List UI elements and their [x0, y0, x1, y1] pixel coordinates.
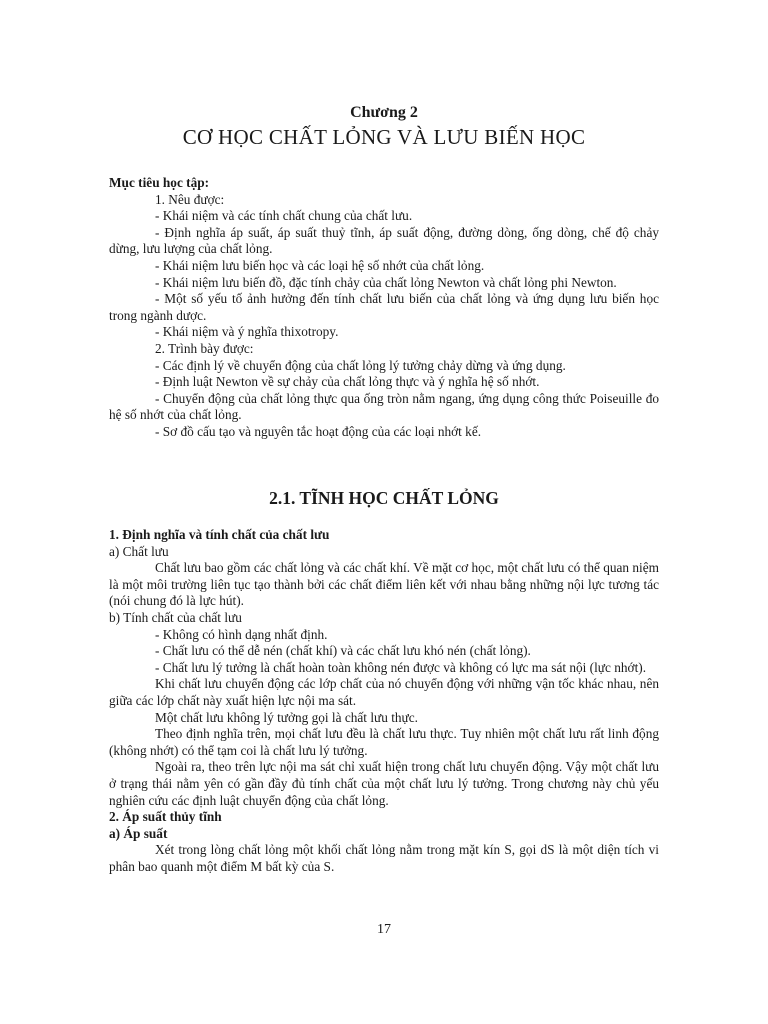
objective-item: 2. Trình bày được: [155, 340, 254, 356]
objective-item: - Các định lý về chuyển động của chất lỏng lý tưởng chảy dừng và ứng dụng. [155, 357, 566, 373]
learning-objectives [109, 175, 659, 441]
objective-item: - Khái niệm và các tính chất chung của chất lưu. [155, 208, 413, 224]
objective-item: - Khái niệm và ý nghĩa thixotropy. [155, 324, 339, 340]
page-number: 17 [377, 922, 391, 937]
list-item: - Không có hình dạng nhất định. [155, 626, 328, 642]
objective-item: 1. Nêu được: [155, 191, 225, 207]
paragraph: Khi chất lưu chuyển động các lớp chất của nó chuyển động với những vận tốc khác nhau, nên giữa các lớp chất này xuất hiện lực nội ma sát. [109, 676, 659, 708]
objectives-heading: Mục tiêu học tập: [109, 175, 210, 190]
list-item: - Chất lưu lý tưởng là chất hoàn toàn không nén được và không có lực ma sát nội (lực nhớt). [155, 659, 647, 675]
objective-item: - Khái niệm lưu biến học và các loại hệ số nhớt của chất lỏng. [155, 257, 485, 273]
paragraph: Một chất lưu không lý tưởng gọi là chất lưu thực. [155, 709, 418, 725]
objective-item: - Một số yếu tố ảnh hưởng đến tính chất lưu biến của chất lỏng và ứng dụng lưu biến học trong ngành dược. [109, 291, 659, 323]
objective-item: - Khái niệm lưu biến đồ, đặc tính chảy của chất lỏng Newton và chất lỏng phi Newton. [155, 274, 617, 290]
subheading-definition: 1. Định nghĩa và tính chất của chất lưu [109, 527, 330, 542]
objective-item: - Chuyển động của chất lỏng thực qua ống tròn nằm ngang, ứng dụng công thức Poiseuille đo hệ số nhớt của chất lỏng. [109, 390, 659, 423]
chapter-title: CƠ HỌC CHẤT LỎNG VÀ LƯU BIẾN HỌC [182, 125, 586, 149]
section-heading: 2.1. TĨNH HỌC CHẤT LỎNG [269, 488, 499, 508]
objective-item: - Định nghĩa áp suất, áp suất thuỷ tĩnh, áp suất động, đường dòng, ống dòng, chế độ chảy dừng, lưu lượng của chất lỏng. [109, 224, 659, 257]
subheading-pressure: 2. Áp suất thủy tĩnh [109, 809, 222, 825]
objective-item: - Định luật Newton về sự chảy của chất lỏng thực và ý nghĩa hệ số nhớt. [155, 374, 540, 390]
chapter-label: Chương 2 [350, 104, 418, 121]
paragraph: Chất lưu bao gồm các chất lỏng và các chất khí. Về mặt cơ học, một chất lưu có thể quan niệm là một môi trường liên tục tạo thành bởi các chất điểm liên kết với nhau bằng những nội lực tương tác (nói chung đó là lực hút). [109, 560, 659, 609]
paragraph: Xét trong lòng chất lỏng một khối chất lỏng nằm trong mặt kín S, gọi dS là một diện tích vi phân bao quanh một điểm M bất kỳ của S. [109, 842, 659, 874]
subheading-pressure-a: a) Áp suất [109, 825, 168, 841]
paragraph: Theo định nghĩa trên, mọi chất lưu đều là chất lưu thực. Tuy nhiên một chất lưu rất linh động (không nhớt) có thể tạm coi là chất lưu lý tưởng. [109, 726, 659, 758]
paragraph: Ngoài ra, theo trên lực nội ma sát chỉ xuất hiện trong chất lưu chuyển động. Vậy một chất lưu ở trạng thái nằm yên có gần đầy đủ tính chất của một chất lưu lý tưởng. Trong chương này chủ yếu nghiên cứu các định luật chuyển động của chất lỏng. [109, 759, 659, 808]
objective-item: - Sơ đồ cấu tạo và nguyên tắc hoạt động của các loại nhớt kế. [155, 423, 482, 439]
label-a: a) Chất lưu [109, 543, 169, 559]
section-body [109, 527, 659, 875]
list-item: - Chất lưu có thể dễ nén (chất khí) và các chất lưu khó nén (chất lỏng). [155, 643, 531, 659]
label-b: b) Tính chất của chất lưu [109, 609, 242, 625]
